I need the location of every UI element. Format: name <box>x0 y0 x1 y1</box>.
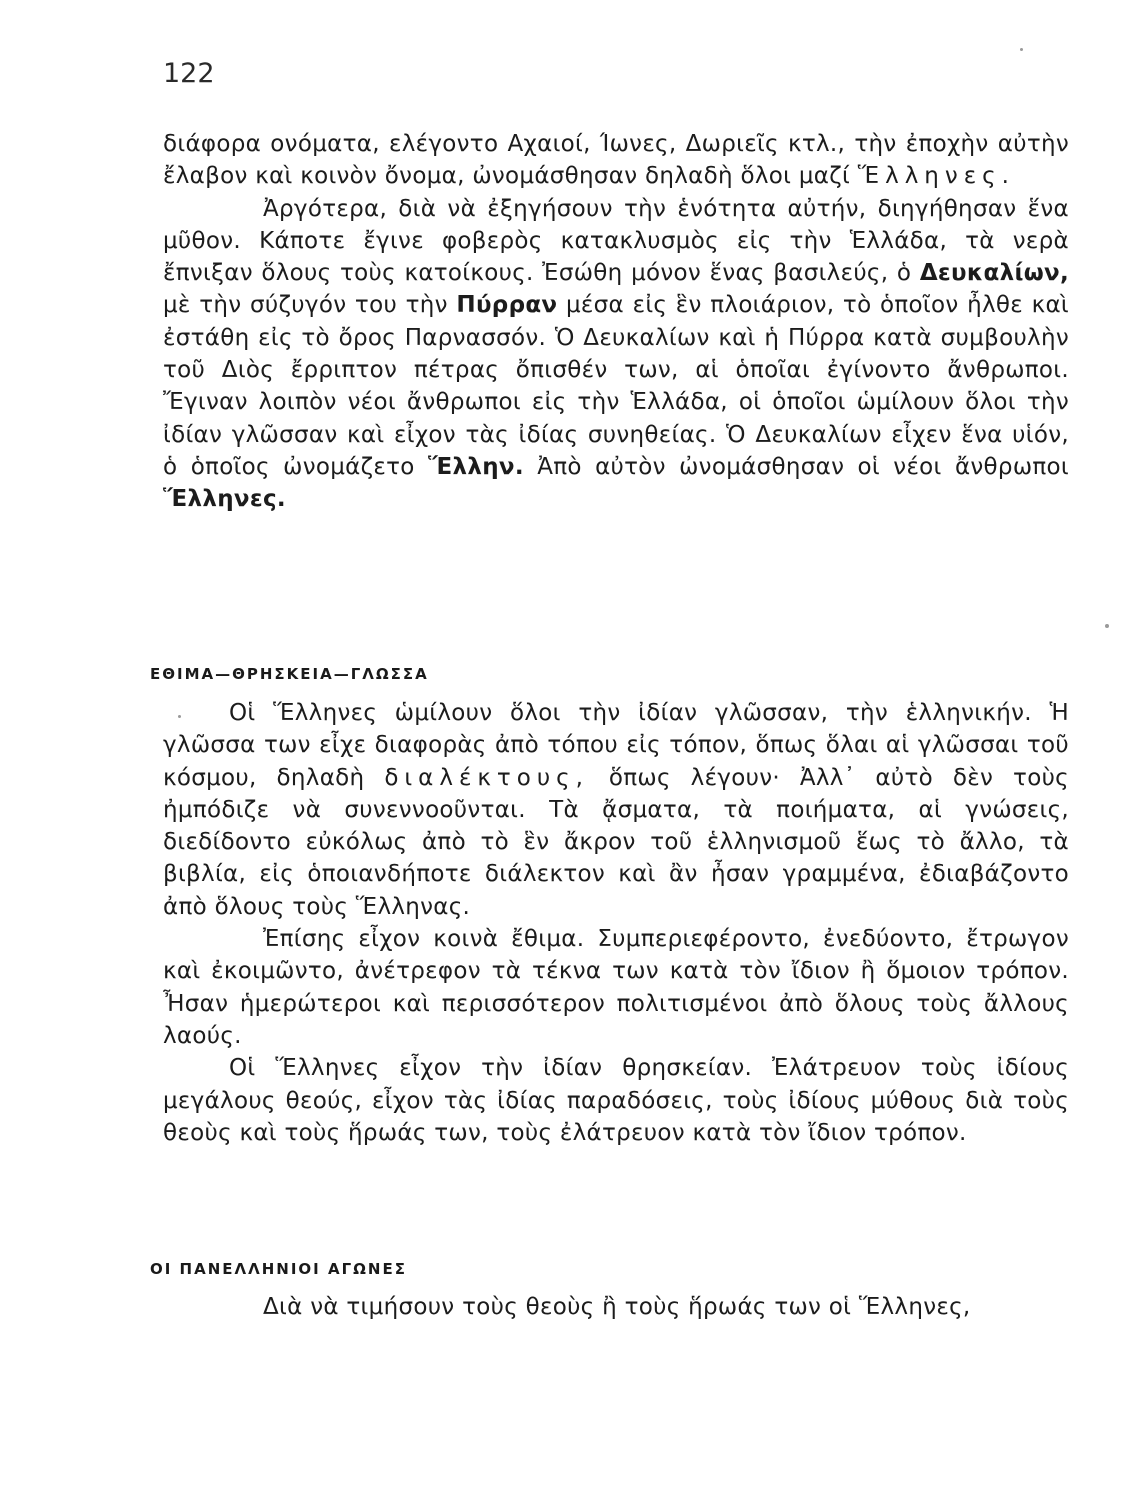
paragraph-text: μὲ τὴν σύζυγόν του τὴν <box>163 292 457 319</box>
paragraph-names <box>163 128 1069 193</box>
section-heading-games: ΟΙ ΠΑΝΕΛΛΗΝΙΟΙ ΑΓΩΝΕΣ <box>150 1260 407 1278</box>
paragraph-text: μέσα εἰς ἓν πλοιάριον, τὸ ὁποῖον ἦλθε καὶ ἐστάθη εἰς τὸ ὄρος Παρνασσόν. Ὁ Δευκαλίων καὶ ἡ Πύρρα κατὰ συμβουλὴν τοῦ Διὸς ἔρριπτον πέτρας ὄπισθέν των, αἱ ὁποῖαι ἐγίνοντο ἄνθρωποι. Ἔγιναν λοιπὸν νέοι ἄνθρωποι εἰς τὴν Ἑλλάδα, οἱ ὁποῖοι ὡμίλουν ὅλοι τὴν ἰδίαν γλῶσσαν καὶ εἶχον τὰς ἰδίας συνηθείας. Ὁ Δευκαλίων εἶχεν ἕνα υἱόν, ὁ ὁποῖος ὠνομάζετο <box>163 292 1069 480</box>
scan-speck <box>1020 48 1023 51</box>
spaced-word-hellenes: Ἕλληνες. <box>857 163 1015 190</box>
section-games <box>163 1291 1069 1323</box>
paragraph-myth <box>163 193 1069 516</box>
scan-speck <box>178 715 181 718</box>
section-heading-customs: ΕΘΙΜΑ—ΘΡΗΣΚΕΙΑ—ΓΛΩΣΣΑ <box>150 665 429 683</box>
paragraph-language <box>163 697 1069 923</box>
bold-word-hellenes: Ἕλληνες. <box>163 486 286 513</box>
paragraph-text: Ἀργότερα, διὰ νὰ ἐξηγήσουν τὴν ἑνότητα αὐτήν, διηγήθησαν ἕνα μῦθον. Κάποτε ἔγινε φοβερὸς κατακλυσμὸς εἰς τὴν Ἑλλάδα, τὰ νερὰ ἔπνιξαν ὅλους τοὺς κατοίκους. Ἐσώθη μόνον ἕνας βασιλεύς, ὁ <box>163 195 1069 287</box>
section-hellenes-origin <box>163 128 1069 516</box>
section-customs <box>163 697 1069 1149</box>
spaced-word-dialects: διαλέκτους, <box>384 764 589 791</box>
bold-name-pyrrha: Πύρραν <box>456 292 558 319</box>
paragraph-games: Διὰ νὰ τιμήσουν τοὺς θεοὺς ἢ τοὺς ἥρωάς των οἱ Ἕλληνες, <box>263 1294 971 1320</box>
paragraph-habits: Ἐπίσης εἶχον κοινὰ ἔθιμα. Συμπεριεφέροντο, ἐνεδύοντο, ἔτρωγον καὶ ἐκοιμῶντο, ἀνέτρεφον τὰ τέκνα των κατὰ τὸν ἴδιον ἢ ὅμοιον τρόπον. Ἦσαν ἡμερώτεροι καὶ περισσότερον πολιτισμένοι ἀπὸ ὅλους τοὺς ἄλλους λαούς. <box>163 926 1069 1049</box>
paragraph-text: ὅπως λέγουν· Ἀλλ᾽ αὐτὸ δὲν τοὺς ἠμπόδιζε νὰ συνεννοοῦνται. Τὰ ᾄσματα, τὰ ποιήματα, αἱ γνώσεις, διεδίδοντο εὐκόλως ἀπὸ τὸ ἓν ἄκρον τοῦ ἑλληνισμοῦ ἕως τὸ ἄλλο, τὰ βιβλία, εἰς ὁποιανδήποτε διάλεκτον καὶ ἂν ἦσαν γραμμένα, ἐδιαβάζοντο ἀπὸ ὅλους τοὺς Ἕλληνας. <box>163 764 1069 920</box>
scan-speck <box>1105 624 1109 628</box>
paragraph-text: Οἱ Ἕλληνες ὡμίλουν ὅλοι τὴν ἰδίαν γλῶσσαν, τὴν ἑλληνικήν. Ἡ γλῶσσα των εἶχε διαφορὰς ἀπὸ τόπου εἰς τόπον, ὅπως ὅλαι αἱ γλῶσσαι τοῦ κόσμου, δηλαδὴ <box>163 700 1069 791</box>
paragraph-religion: Οἱ Ἕλληνες εἶχον τὴν ἰδίαν θρησκείαν. Ἐλάτρευον τοὺς ἰδίους μεγάλους θεούς, εἶχον τὰς ἰδίας παραδόσεις, τοὺς ἰδίους μύθους διὰ τοὺς θεοὺς καὶ τοὺς ἥρωάς των, τοὺς ἐλάτρευον κατὰ τὸν ἴδιον τρόπον. <box>163 1055 1069 1146</box>
bold-name-deucalion: Δευκαλίων, <box>919 260 1069 287</box>
bold-name-hellen: Ἕλλην. <box>428 453 524 480</box>
page-number: 122 <box>163 58 215 89</box>
paragraph-text: διάφορα ονόματα, ελέγοντο Αχαιοί, Ίωνες, Δωριεῖς κτλ., τὴν ἐποχὴν αὐτὴν ἔλαβον καὶ κοινὸν ὄνομα, ὠνομάσθησαν δηλαδὴ ὅλοι μαζί <box>163 131 1069 190</box>
paragraph-text: Ἀπὸ αὐτὸν ὠνομάσθησαν οἱ νέοι ἄνθρωποι <box>523 453 1069 480</box>
